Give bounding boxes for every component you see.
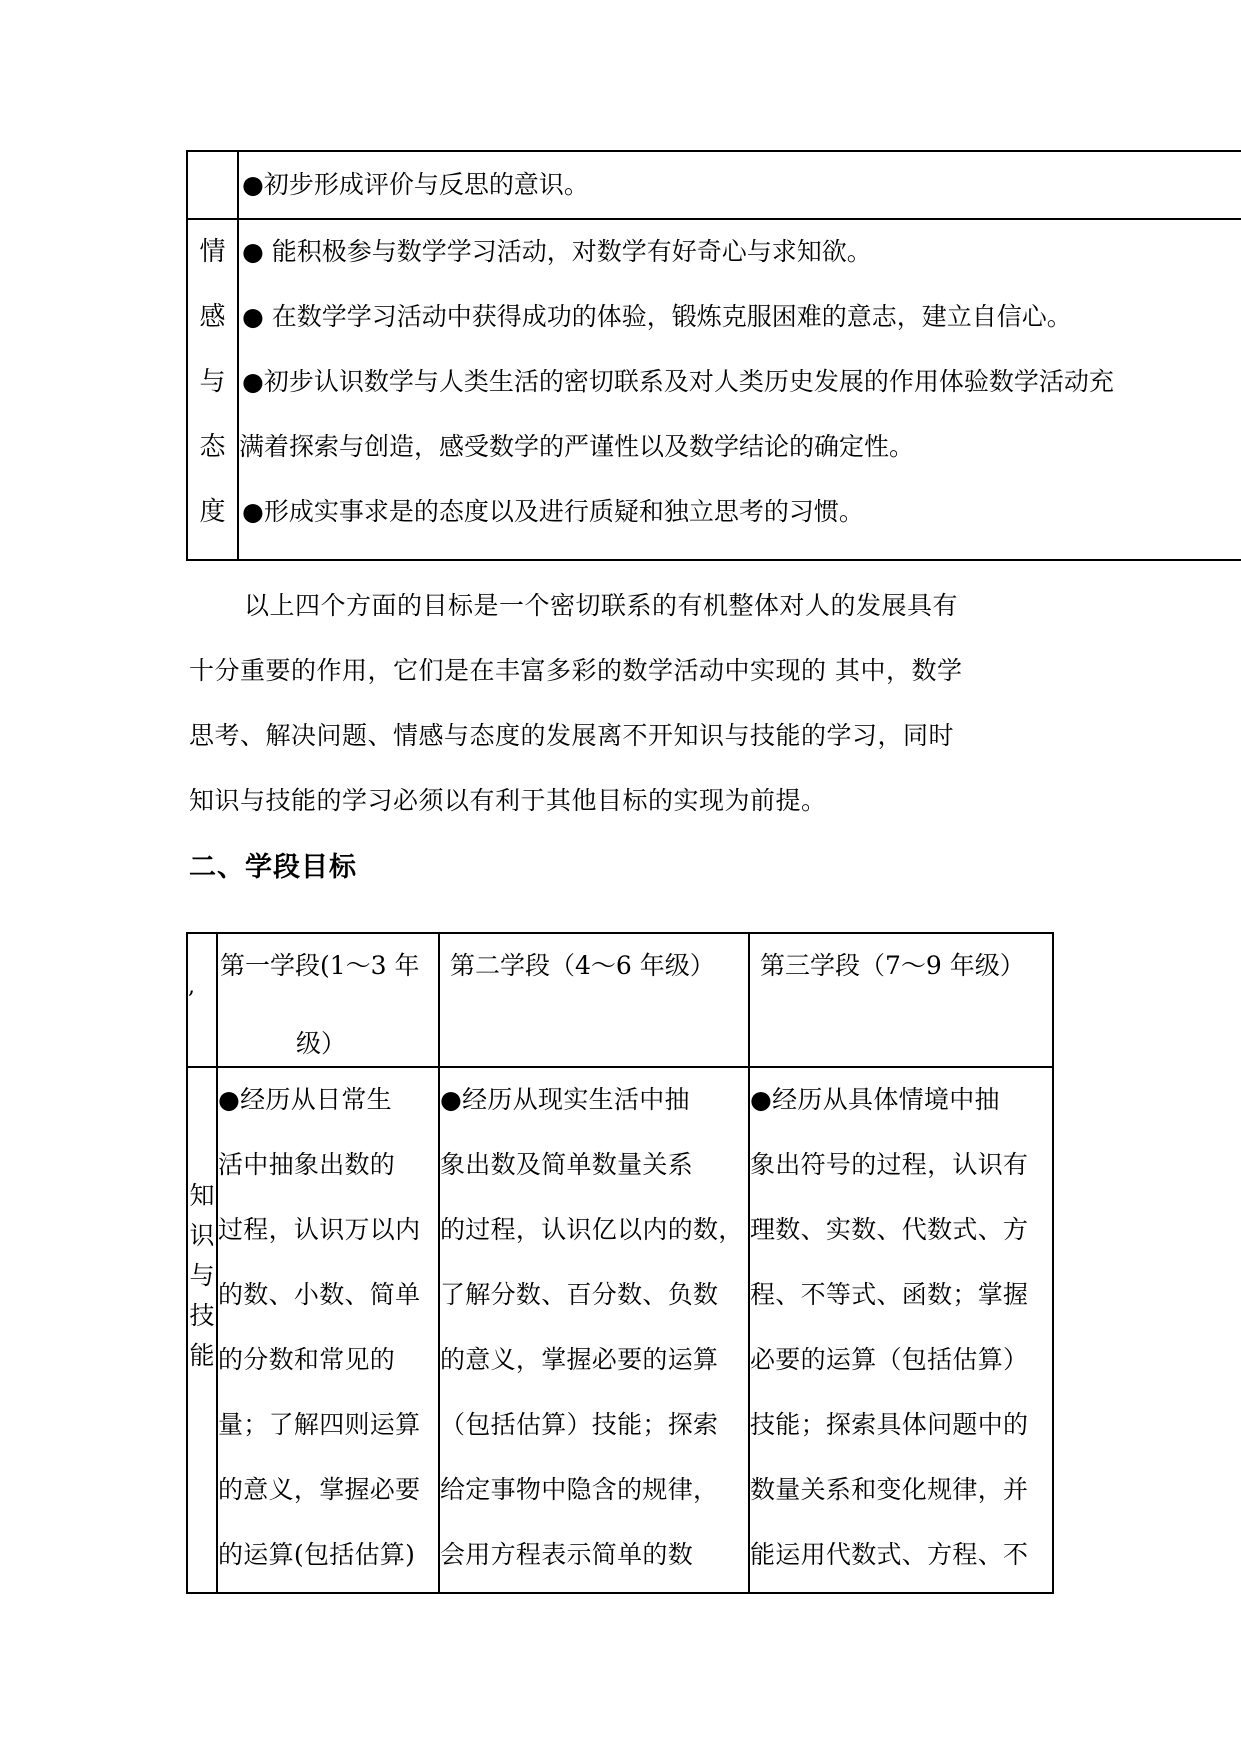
cell-line: 的运算(包括估算) <box>218 1540 416 1569</box>
label-char: 与 <box>199 367 226 397</box>
reflection-goal-text: ●初步形成评价与反思的意识。 <box>242 170 589 199</box>
row-label-char: 识 <box>189 1221 215 1250</box>
paragraph-line: 知识与技能的学习必须以有利于其他目标的实现为前提。 <box>189 786 827 815</box>
label-char: 情 <box>199 237 226 267</box>
label-char: 态 <box>199 432 226 462</box>
cell-line: 过程，认识万以内 <box>218 1215 421 1244</box>
row-label-char: 技 <box>189 1301 215 1330</box>
stage-goals-table <box>186 932 1054 1594</box>
cell-line: 理数、实数、代数式、方 <box>750 1215 1029 1244</box>
row-label-char: 知 <box>189 1181 215 1210</box>
cell-line: 会用方程表示简单的数 <box>440 1540 694 1569</box>
cell-line: 象出符号的过程，认识有 <box>750 1150 1029 1179</box>
cell-line: 必要的运算（包括估算） <box>750 1345 1029 1374</box>
goal-line: ● 能积极参与数学学习活动，对数学有好奇心与求知欲。 <box>242 237 872 266</box>
cell-line: 活中抽象出数的 <box>218 1150 396 1179</box>
goal-line: ●形成实事求是的态度以及进行质疑和独立思考的习惯。 <box>242 497 864 526</box>
cell-line: ●经历从日常生 <box>218 1085 392 1114</box>
label-char: 感 <box>199 302 226 332</box>
cell-line: 的过程，认识亿以内的数， <box>440 1215 744 1244</box>
cell-line: 程、不等式、函数；掌握 <box>750 1280 1029 1309</box>
cell-line: 的分数和常见的 <box>218 1345 396 1374</box>
row-label-char: 与 <box>189 1261 215 1290</box>
knowledge-skills-label-cell <box>187 1067 217 1593</box>
stage-1-goals-cell <box>217 1067 439 1593</box>
corner-mark: , <box>188 974 195 999</box>
header-stage-1-line1: 第一学段(1～3 年 <box>220 951 420 980</box>
goal-line: ●初步认识数学与人类生活的密切联系及对人类历史发展的作用体验数学活动充 <box>242 367 1114 396</box>
row-label-char: 能 <box>189 1341 215 1370</box>
header-stage-2-text: 第二学段（4～6 年级） <box>450 951 715 980</box>
paragraph-line: 以上四个方面的目标是一个密切联系的有机整体对人的发展具有 <box>244 591 959 620</box>
paragraph-line: 思考、解决问题、情感与态度的发展离不开知识与技能的学习，同时 <box>189 721 955 750</box>
cell-line: 的意义，掌握必要 <box>218 1475 421 1504</box>
cell-line: 量；了解四则运算 <box>218 1410 421 1439</box>
reflection-goal-cell <box>238 151 1241 219</box>
cell-line: 的数、小数、简单 <box>218 1280 421 1309</box>
cell-line: 象出数及简单数量关系 <box>440 1150 694 1179</box>
empty-label-cell <box>187 151 238 219</box>
section-heading: 二、学段目标 <box>189 852 357 883</box>
cell-line: 了解分数、百分数、负数 <box>440 1280 719 1309</box>
header-stage-1-line2: 级） <box>296 1029 347 1058</box>
emotion-attitude-label-cell <box>187 219 238 560</box>
cell-line: ●经历从现实生活中抽 <box>440 1085 690 1114</box>
cell-line: 技能；探索具体问题中的 <box>750 1410 1029 1439</box>
stage-2-goals-cell <box>439 1067 749 1593</box>
stage-3-goals-cell <box>749 1067 1053 1593</box>
corner-cell <box>187 933 217 1067</box>
header-stage-1 <box>217 933 439 1067</box>
header-stage-2 <box>439 933 749 1067</box>
paragraph-line: 十分重要的作用，它们是在丰富多彩的数学活动中实现的 其中，数学 <box>189 656 963 685</box>
emotion-attitude-goals-cell <box>238 219 1241 560</box>
header-stage-3-text: 第三学段（7～9 年级） <box>760 951 1025 980</box>
cell-line: （包括估算）技能；探索 <box>440 1410 719 1439</box>
cell-line: 数量关系和变化规律，并 <box>750 1475 1029 1504</box>
cell-line: 给定事物中隐含的规律， <box>440 1475 719 1504</box>
header-stage-3 <box>749 933 1053 1067</box>
summary-paragraph <box>189 576 1059 836</box>
goal-line: ● 在数学学习活动中获得成功的体验，锻炼克服困难的意志，建立自信心。 <box>242 302 1072 331</box>
label-char: 度 <box>199 497 226 527</box>
cell-line: 的意义，掌握必要的运算 <box>440 1345 719 1374</box>
cell-line: 能运用代数式、方程、不 <box>750 1540 1029 1569</box>
goal-line: 满着探索与创造，感受数学的严谨性以及数学结论的确定性。 <box>239 432 915 461</box>
goals-table-continued <box>186 150 1241 561</box>
cell-line: ●经历从具体情境中抽 <box>750 1085 1000 1114</box>
